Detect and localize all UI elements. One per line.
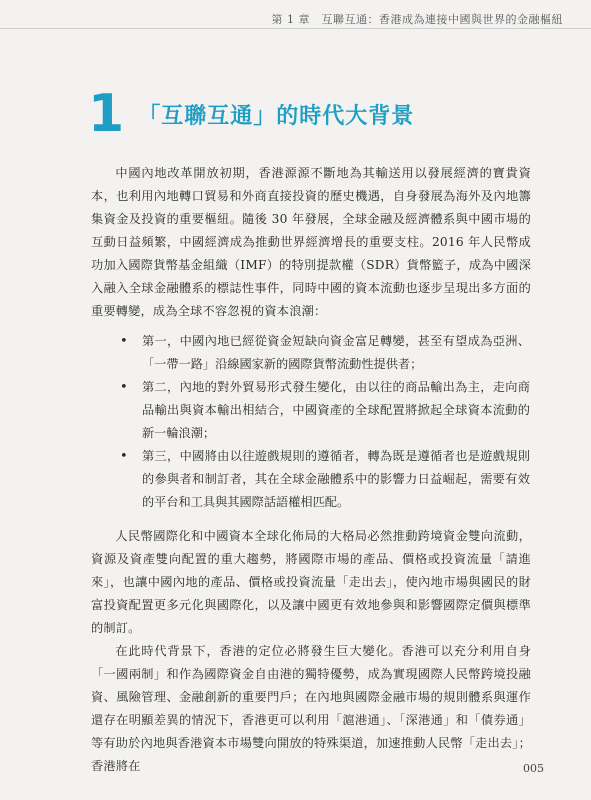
body-text-block xyxy=(91,525,531,778)
section-title: 「互聯互通」的時代大背景 xyxy=(138,103,415,129)
bullet-dot: • xyxy=(120,449,128,464)
paragraph-3: 在此時代背景下，香港的定位必將發生巨大變化。香港可以充分利用自身「一國兩制」和作為國際資金自由港的獨特優勢，成為實現國際人民幣跨境投融資、風險管理、金融創新的重要門戶；在內地與國際金融市場的規則體系與運作還存在明顯差異的情況下，香港更可以利用「滬港通」、「深港通」和「債券通」等有助於內地與香港資本市場雙向開放的特殊渠道，加速推動人民幣「走出去」；香港將在 xyxy=(91,644,531,773)
bullet-text: 第三，中國將由以往遊戲規則的遵循者，轉為既是遵循者也是遊戲規則的參與者和制訂者，其在全球金融體系中的影響力日益崛起，需要有效的平台和工具與其國際話語權相匹配。 xyxy=(142,449,530,509)
running-head: 第 1 章 互聯互通：香港成為連接中國與世界的金融樞紐 xyxy=(271,13,563,26)
section-heading xyxy=(88,84,415,144)
bullet-dot: • xyxy=(120,334,128,349)
list-item xyxy=(120,376,530,445)
list-item xyxy=(120,445,530,514)
header-rule xyxy=(0,28,591,29)
bullet-list xyxy=(120,330,530,514)
bullet-dot: • xyxy=(120,380,128,395)
paragraph-2: 人民幣國際化和中國資本全球化佈局的大格局必然推動跨境資金雙向流動，資源及資產雙向配置的重大趨勢，將國際市場的產品、價格或投資流量「請進來」，也讓中國內地的產品、價格或投資流量「走出去」，使內地市場與國民的財富投資配置更多元化與國際化，以及讓中國更有效地參與和影響國際定價與標準的制訂。 xyxy=(91,529,531,635)
intro-paragraph-block xyxy=(91,162,531,323)
intro-paragraph: 中國內地改革開放初期，香港源源不斷地為其輸送用以發展經濟的寶貴資本，也利用內地轉口貿易和外商直接投資的歷史機遇，自身發展為海外及內地籌集資金及投資的重要樞紐。隨後 30 年發展，全球金融及經濟體系與中國市場的互動日益頻繁，中國經濟成為推動世界經濟增長的重要支柱。2016 年人民幣成功加入國際貨幣基金組織（IMF）的特別提款權（SDR）貨幣籃子，成為中國深入融入全球金融體系的標誌性事件，同時中國的資本流動也逐步呈現出多方面的重要轉變，成為全球不容忽視的資本浪潮： xyxy=(91,166,531,318)
section-number: 1 xyxy=(88,84,125,144)
bullet-text: 第二，內地的對外貿易形式發生變化，由以往的商品輸出為主，走向商品輸出與資本輸出相結合，中國資產的全球配置將掀起全球資本流動的新一輪浪潮； xyxy=(142,380,530,440)
list-item xyxy=(120,330,530,376)
bullet-text: 第一，中國內地已經從資金短缺向資金富足轉變，甚至有望成為亞洲、「一帶一路」沿線國家新的國際貨幣流動性提供者； xyxy=(142,334,530,371)
page-number: 005 xyxy=(523,762,544,775)
